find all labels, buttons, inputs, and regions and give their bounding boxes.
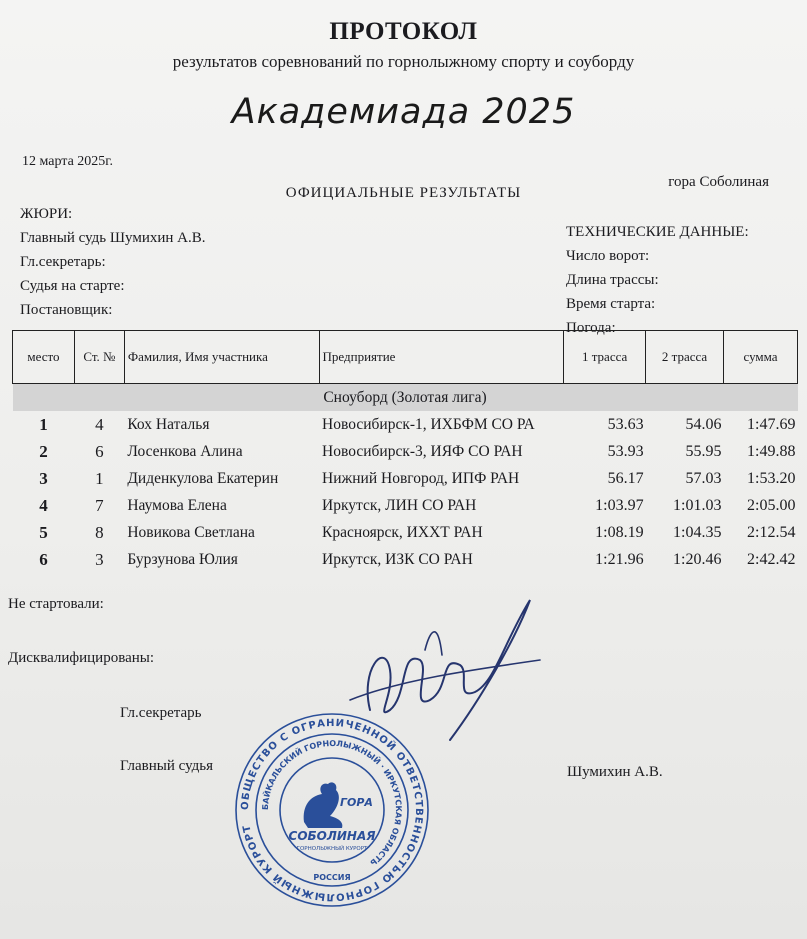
tech-start-time: Время старта: — [566, 296, 656, 312]
chief-judge-signature-label: Главный судья — [120, 758, 214, 774]
jury-start-judge: Судья на старте: — [20, 278, 125, 294]
tech-data-block — [566, 220, 749, 340]
col-place-header: место — [13, 331, 75, 384]
result-run1: 53.63 — [607, 415, 644, 433]
handwritten-signature — [330, 560, 560, 760]
chief-judge-name: Шумихин А.В. — [567, 764, 663, 780]
group-row — [13, 384, 798, 412]
dsq-label: Дисквалифицированы: — [8, 650, 155, 666]
results-table — [12, 330, 798, 573]
result-row — [13, 519, 798, 546]
stamp-brand-top: ГОРА — [340, 796, 373, 809]
official-results-heading: ОФИЦИАЛЬНЫЕ РЕЗУЛЬТАТЫ — [285, 185, 522, 201]
result-bib: 3 — [95, 549, 104, 569]
result-name: Наумова Елена — [127, 496, 227, 514]
results-header-row — [13, 331, 798, 384]
competition-date: 12 марта 2025г. — [22, 154, 113, 169]
result-place: 5 — [39, 522, 48, 542]
result-name: Кох Наталья — [127, 415, 210, 433]
protocol-subtitle: результатов соревнований по горнолыжному спорту и соуборду — [172, 52, 635, 71]
col-run2-header: 2 трасса — [646, 331, 724, 384]
event-name: Академиада 2025 — [231, 92, 576, 132]
result-org: Новосибирск-3, ИЯФ СО РАН — [322, 442, 523, 460]
result-bib: 4 — [95, 414, 104, 434]
result-run2: 1:04.35 — [673, 523, 722, 541]
result-bib: 7 — [95, 495, 104, 515]
result-place: 2 — [39, 441, 48, 461]
jury-secretary: Гл.секретарь: — [20, 254, 106, 270]
jury-course-setter: Постановщик: — [20, 302, 113, 318]
stamp-brand-main: СОБОЛИНАЯ — [288, 829, 376, 843]
result-total: 1:53.20 — [747, 469, 796, 487]
tech-gates: Число ворот: — [566, 248, 650, 264]
result-run1: 1:03.97 — [595, 496, 644, 514]
result-run2: 1:20.46 — [673, 550, 722, 568]
result-name: Бурзунова Юлия — [127, 550, 238, 568]
result-org: Иркутск, ЛИН СО РАН — [322, 496, 477, 514]
result-run2: 54.06 — [685, 415, 722, 433]
group-label: Сноуборд (Золотая лига) — [13, 384, 798, 412]
competition-location: гора Соболиная — [668, 174, 769, 190]
col-bib-header: Ст. № — [74, 331, 124, 384]
result-name: Лосенкова Алина — [127, 442, 243, 460]
protocol-title: ПРОТОКОЛ — [329, 18, 478, 45]
jury-block — [20, 202, 206, 322]
result-org: Красноярск, ИХХТ РАН — [322, 523, 483, 541]
result-place: 1 — [39, 414, 48, 434]
stamp-brand-sub: ГОРНОЛЫЖНЫЙ КУРОРТ — [296, 846, 368, 852]
result-run1: 56.17 — [607, 469, 644, 487]
result-bib: 8 — [95, 522, 104, 542]
col-total-header: сумма — [724, 331, 798, 384]
result-run2: 57.03 — [685, 469, 722, 487]
result-row — [13, 411, 798, 438]
result-run1: 1:08.19 — [595, 523, 644, 541]
result-row — [13, 465, 798, 492]
result-name: Новикова Светлана — [127, 523, 255, 541]
result-total: 2:05.00 — [747, 496, 796, 514]
stamp-country: РОССИЯ — [313, 873, 351, 882]
result-place: 4 — [39, 495, 48, 515]
result-total: 2:12.54 — [747, 523, 796, 541]
secretary-signature-label: Гл.секретарь — [120, 705, 202, 721]
sable-logo-icon — [304, 782, 343, 828]
dns-label: Не стартовали: — [8, 596, 104, 612]
result-name: Диденкулова Екатерин — [127, 469, 279, 487]
stamp-outer-text: ОБЩЕСТВО С ОГРАНИЧЕННОЙ ОТВЕТСТВЕННОСТЬЮ ГОРНОЛЫЖНЫЙ КУРОРТ — [239, 717, 425, 903]
col-name-header: Фамилия, Имя участника — [124, 331, 319, 384]
result-total: 2:42.42 — [747, 550, 796, 568]
col-run1-header: 1 трасса — [564, 331, 646, 384]
result-run2: 55.95 — [685, 442, 722, 460]
jury-heading: ЖЮРИ: — [20, 206, 73, 222]
result-run1: 1:21.96 — [595, 550, 644, 568]
tech-heading: ТЕХНИЧЕСКИЕ ДАННЫЕ: — [566, 224, 749, 240]
result-place: 6 — [39, 549, 48, 569]
result-total: 1:47.69 — [747, 415, 796, 433]
tech-length: Длина трассы: — [566, 272, 659, 288]
result-org: Иркутск, ИЗК СО РАН — [322, 550, 473, 568]
result-total: 1:49.88 — [747, 442, 796, 460]
result-run2: 1:01.03 — [673, 496, 722, 514]
result-row — [13, 492, 798, 519]
result-bib: 1 — [95, 468, 104, 488]
stamp-inner-text: БАЙКАЛЬСКИЙ ГОРНОЛЫЖНЫЙ · ИРКУТСКАЯ ОБЛАСТЬ — [260, 738, 404, 868]
result-run1: 53.93 — [607, 442, 644, 460]
result-org: Нижний Новгород, ИПФ РАН — [322, 469, 520, 487]
result-org: Новосибирск-1, ИХБФМ СО РА — [322, 415, 535, 433]
result-place: 3 — [39, 468, 48, 488]
jury-chief-judge: Главный судь Шумихин А.В. — [20, 230, 206, 246]
result-bib: 6 — [95, 441, 104, 461]
result-row — [13, 438, 798, 465]
col-org-header: Предприятие — [319, 331, 564, 384]
tech-weather: Погода: — [566, 320, 616, 336]
